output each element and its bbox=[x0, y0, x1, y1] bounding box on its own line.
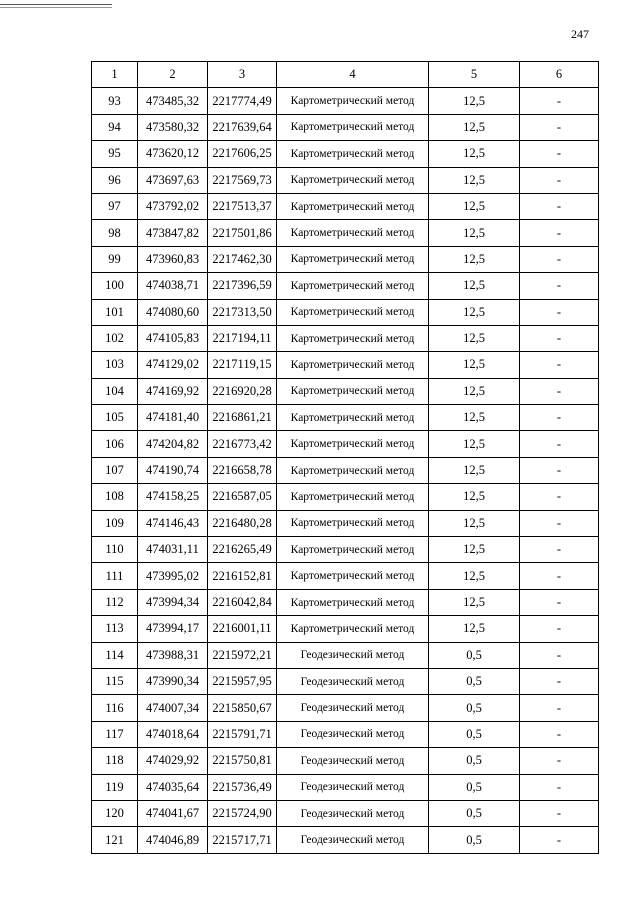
method-cell: Геодезический метод bbox=[277, 668, 429, 694]
table-row bbox=[92, 88, 599, 114]
note-cell: - bbox=[520, 193, 599, 219]
x-coordinate-cell: 474181,40 bbox=[138, 405, 208, 431]
table-row bbox=[92, 431, 599, 457]
accuracy-cell: 12,5 bbox=[429, 299, 520, 325]
x-coordinate-cell: 473960,83 bbox=[138, 246, 208, 272]
x-coordinate-cell: 474190,74 bbox=[138, 457, 208, 483]
x-coordinate-cell: 474007,34 bbox=[138, 695, 208, 721]
table-row bbox=[92, 748, 599, 774]
point-number-cell: 118 bbox=[92, 748, 138, 774]
method-cell: Картометрический метод bbox=[277, 193, 429, 219]
point-number-cell: 107 bbox=[92, 457, 138, 483]
y-coordinate-cell: 2215972,21 bbox=[208, 642, 277, 668]
point-number-cell: 105 bbox=[92, 405, 138, 431]
method-cell: Картометрический метод bbox=[277, 378, 429, 404]
table-row bbox=[92, 325, 599, 351]
point-number-cell: 99 bbox=[92, 246, 138, 272]
note-cell: - bbox=[520, 589, 599, 615]
y-coordinate-cell: 2217396,59 bbox=[208, 273, 277, 299]
table-row bbox=[92, 246, 599, 272]
column-header: 5 bbox=[429, 62, 520, 88]
top-rule bbox=[0, 4, 112, 5]
point-number-cell: 108 bbox=[92, 484, 138, 510]
point-number-cell: 119 bbox=[92, 774, 138, 800]
y-coordinate-cell: 2215850,67 bbox=[208, 695, 277, 721]
accuracy-cell: 12,5 bbox=[429, 352, 520, 378]
table-row bbox=[92, 114, 599, 140]
point-number-cell: 94 bbox=[92, 114, 138, 140]
method-cell: Геодезический метод bbox=[277, 774, 429, 800]
x-coordinate-cell: 473620,12 bbox=[138, 141, 208, 167]
note-cell: - bbox=[520, 325, 599, 351]
point-number-cell: 121 bbox=[92, 827, 138, 853]
accuracy-cell: 12,5 bbox=[429, 405, 520, 431]
accuracy-cell: 12,5 bbox=[429, 114, 520, 140]
table-row bbox=[92, 668, 599, 694]
x-coordinate-cell: 473485,32 bbox=[138, 88, 208, 114]
y-coordinate-cell: 2216773,42 bbox=[208, 431, 277, 457]
method-cell: Картометрический метод bbox=[277, 299, 429, 325]
y-coordinate-cell: 2215750,81 bbox=[208, 748, 277, 774]
x-coordinate-cell: 473994,34 bbox=[138, 589, 208, 615]
accuracy-cell: 0,5 bbox=[429, 800, 520, 826]
accuracy-cell: 0,5 bbox=[429, 642, 520, 668]
table-row bbox=[92, 695, 599, 721]
accuracy-cell: 12,5 bbox=[429, 484, 520, 510]
table-row bbox=[92, 589, 599, 615]
method-cell: Геодезический метод bbox=[277, 800, 429, 826]
method-cell: Картометрический метод bbox=[277, 405, 429, 431]
x-coordinate-cell: 474105,83 bbox=[138, 325, 208, 351]
y-coordinate-cell: 2217501,86 bbox=[208, 220, 277, 246]
x-coordinate-cell: 474029,92 bbox=[138, 748, 208, 774]
point-number-cell: 106 bbox=[92, 431, 138, 457]
table-row bbox=[92, 405, 599, 431]
note-cell: - bbox=[520, 273, 599, 299]
point-number-cell: 102 bbox=[92, 325, 138, 351]
table-row bbox=[92, 563, 599, 589]
table-row bbox=[92, 220, 599, 246]
note-cell: - bbox=[520, 220, 599, 246]
point-number-cell: 110 bbox=[92, 537, 138, 563]
note-cell: - bbox=[520, 352, 599, 378]
accuracy-cell: 12,5 bbox=[429, 220, 520, 246]
x-coordinate-cell: 474035,64 bbox=[138, 774, 208, 800]
x-coordinate-cell: 474018,64 bbox=[138, 721, 208, 747]
table-row bbox=[92, 193, 599, 219]
note-cell: - bbox=[520, 510, 599, 536]
y-coordinate-cell: 2216001,11 bbox=[208, 616, 277, 642]
note-cell: - bbox=[520, 616, 599, 642]
note-cell: - bbox=[520, 405, 599, 431]
note-cell: - bbox=[520, 695, 599, 721]
note-cell: - bbox=[520, 141, 599, 167]
point-number-cell: 115 bbox=[92, 668, 138, 694]
x-coordinate-cell: 474158,25 bbox=[138, 484, 208, 510]
accuracy-cell: 0,5 bbox=[429, 695, 520, 721]
y-coordinate-cell: 2217639,64 bbox=[208, 114, 277, 140]
point-number-cell: 93 bbox=[92, 88, 138, 114]
y-coordinate-cell: 2217119,15 bbox=[208, 352, 277, 378]
accuracy-cell: 12,5 bbox=[429, 167, 520, 193]
method-cell: Картометрический метод bbox=[277, 616, 429, 642]
note-cell: - bbox=[520, 537, 599, 563]
y-coordinate-cell: 2215791,71 bbox=[208, 721, 277, 747]
column-header: 3 bbox=[208, 62, 277, 88]
y-coordinate-cell: 2215957,95 bbox=[208, 668, 277, 694]
x-coordinate-cell: 474046,89 bbox=[138, 827, 208, 853]
point-number-cell: 114 bbox=[92, 642, 138, 668]
column-header: 6 bbox=[520, 62, 599, 88]
point-number-cell: 96 bbox=[92, 167, 138, 193]
x-coordinate-cell: 474169,92 bbox=[138, 378, 208, 404]
accuracy-cell: 12,5 bbox=[429, 563, 520, 589]
x-coordinate-cell: 474146,43 bbox=[138, 510, 208, 536]
y-coordinate-cell: 2216920,28 bbox=[208, 378, 277, 404]
accuracy-cell: 0,5 bbox=[429, 774, 520, 800]
accuracy-cell: 12,5 bbox=[429, 88, 520, 114]
table-row bbox=[92, 299, 599, 325]
point-number-cell: 116 bbox=[92, 695, 138, 721]
coordinates-table bbox=[91, 61, 599, 854]
accuracy-cell: 12,5 bbox=[429, 457, 520, 483]
y-coordinate-cell: 2215724,90 bbox=[208, 800, 277, 826]
accuracy-cell: 12,5 bbox=[429, 431, 520, 457]
method-cell: Картометрический метод bbox=[277, 273, 429, 299]
x-coordinate-cell: 474204,82 bbox=[138, 431, 208, 457]
x-coordinate-cell: 474031,11 bbox=[138, 537, 208, 563]
y-coordinate-cell: 2217313,50 bbox=[208, 299, 277, 325]
accuracy-cell: 12,5 bbox=[429, 273, 520, 299]
table-row bbox=[92, 827, 599, 853]
table-header-row bbox=[92, 62, 599, 88]
y-coordinate-cell: 2217513,37 bbox=[208, 193, 277, 219]
table-row bbox=[92, 484, 599, 510]
note-cell: - bbox=[520, 246, 599, 272]
note-cell: - bbox=[520, 88, 599, 114]
method-cell: Геодезический метод bbox=[277, 721, 429, 747]
table-row bbox=[92, 616, 599, 642]
method-cell: Картометрический метод bbox=[277, 510, 429, 536]
table-row bbox=[92, 378, 599, 404]
x-coordinate-cell: 473580,32 bbox=[138, 114, 208, 140]
x-coordinate-cell: 473792,02 bbox=[138, 193, 208, 219]
y-coordinate-cell: 2216480,28 bbox=[208, 510, 277, 536]
method-cell: Картометрический метод bbox=[277, 88, 429, 114]
method-cell: Картометрический метод bbox=[277, 167, 429, 193]
method-cell: Картометрический метод bbox=[277, 220, 429, 246]
note-cell: - bbox=[520, 457, 599, 483]
accuracy-cell: 12,5 bbox=[429, 589, 520, 615]
note-cell: - bbox=[520, 484, 599, 510]
top-rule-secondary bbox=[0, 7, 112, 8]
table-row bbox=[92, 642, 599, 668]
point-number-cell: 98 bbox=[92, 220, 138, 246]
table-row bbox=[92, 800, 599, 826]
y-coordinate-cell: 2215736,49 bbox=[208, 774, 277, 800]
table-row bbox=[92, 457, 599, 483]
y-coordinate-cell: 2216152,81 bbox=[208, 563, 277, 589]
x-coordinate-cell: 473988,31 bbox=[138, 642, 208, 668]
table-row bbox=[92, 721, 599, 747]
table-row bbox=[92, 774, 599, 800]
accuracy-cell: 12,5 bbox=[429, 325, 520, 351]
x-coordinate-cell: 473994,17 bbox=[138, 616, 208, 642]
accuracy-cell: 12,5 bbox=[429, 510, 520, 536]
point-number-cell: 101 bbox=[92, 299, 138, 325]
point-number-cell: 109 bbox=[92, 510, 138, 536]
note-cell: - bbox=[520, 167, 599, 193]
method-cell: Картометрический метод bbox=[277, 114, 429, 140]
table-row bbox=[92, 273, 599, 299]
note-cell: - bbox=[520, 800, 599, 826]
accuracy-cell: 0,5 bbox=[429, 721, 520, 747]
y-coordinate-cell: 2216658,78 bbox=[208, 457, 277, 483]
y-coordinate-cell: 2216587,05 bbox=[208, 484, 277, 510]
method-cell: Геодезический метод bbox=[277, 827, 429, 853]
note-cell: - bbox=[520, 668, 599, 694]
point-number-cell: 95 bbox=[92, 141, 138, 167]
note-cell: - bbox=[520, 827, 599, 853]
point-number-cell: 103 bbox=[92, 352, 138, 378]
page-number: 247 bbox=[571, 27, 589, 41]
method-cell: Картометрический метод bbox=[277, 457, 429, 483]
table-row bbox=[92, 510, 599, 536]
y-coordinate-cell: 2217194,11 bbox=[208, 325, 277, 351]
table-row bbox=[92, 352, 599, 378]
x-coordinate-cell: 473847,82 bbox=[138, 220, 208, 246]
column-header: 2 bbox=[138, 62, 208, 88]
column-header: 4 bbox=[277, 62, 429, 88]
accuracy-cell: 12,5 bbox=[429, 141, 520, 167]
note-cell: - bbox=[520, 299, 599, 325]
column-header: 1 bbox=[92, 62, 138, 88]
x-coordinate-cell: 473990,34 bbox=[138, 668, 208, 694]
method-cell: Картометрический метод bbox=[277, 589, 429, 615]
x-coordinate-cell: 474041,67 bbox=[138, 800, 208, 826]
accuracy-cell: 0,5 bbox=[429, 827, 520, 853]
y-coordinate-cell: 2217569,73 bbox=[208, 167, 277, 193]
point-number-cell: 104 bbox=[92, 378, 138, 404]
y-coordinate-cell: 2217774,49 bbox=[208, 88, 277, 114]
accuracy-cell: 12,5 bbox=[429, 193, 520, 219]
method-cell: Картометрический метод bbox=[277, 431, 429, 457]
method-cell: Геодезический метод bbox=[277, 642, 429, 668]
note-cell: - bbox=[520, 114, 599, 140]
accuracy-cell: 0,5 bbox=[429, 668, 520, 694]
point-number-cell: 97 bbox=[92, 193, 138, 219]
accuracy-cell: 12,5 bbox=[429, 537, 520, 563]
accuracy-cell: 12,5 bbox=[429, 378, 520, 404]
method-cell: Картометрический метод bbox=[277, 563, 429, 589]
note-cell: - bbox=[520, 721, 599, 747]
y-coordinate-cell: 2216861,21 bbox=[208, 405, 277, 431]
point-number-cell: 100 bbox=[92, 273, 138, 299]
method-cell: Картометрический метод bbox=[277, 246, 429, 272]
x-coordinate-cell: 473995,02 bbox=[138, 563, 208, 589]
method-cell: Картометрический метод bbox=[277, 325, 429, 351]
table-row bbox=[92, 141, 599, 167]
x-coordinate-cell: 474080,60 bbox=[138, 299, 208, 325]
note-cell: - bbox=[520, 642, 599, 668]
note-cell: - bbox=[520, 378, 599, 404]
method-cell: Картометрический метод bbox=[277, 352, 429, 378]
point-number-cell: 120 bbox=[92, 800, 138, 826]
x-coordinate-cell: 473697,63 bbox=[138, 167, 208, 193]
method-cell: Картометрический метод bbox=[277, 537, 429, 563]
point-number-cell: 112 bbox=[92, 589, 138, 615]
y-coordinate-cell: 2217462,30 bbox=[208, 246, 277, 272]
note-cell: - bbox=[520, 431, 599, 457]
x-coordinate-cell: 474129,02 bbox=[138, 352, 208, 378]
x-coordinate-cell: 474038,71 bbox=[138, 273, 208, 299]
table-row bbox=[92, 167, 599, 193]
method-cell: Геодезический метод bbox=[277, 695, 429, 721]
table-body bbox=[92, 88, 599, 853]
point-number-cell: 111 bbox=[92, 563, 138, 589]
note-cell: - bbox=[520, 748, 599, 774]
y-coordinate-cell: 2216265,49 bbox=[208, 537, 277, 563]
y-coordinate-cell: 2217606,25 bbox=[208, 141, 277, 167]
method-cell: Картометрический метод bbox=[277, 484, 429, 510]
method-cell: Картометрический метод bbox=[277, 141, 429, 167]
y-coordinate-cell: 2215717,71 bbox=[208, 827, 277, 853]
accuracy-cell: 12,5 bbox=[429, 616, 520, 642]
accuracy-cell: 12,5 bbox=[429, 246, 520, 272]
accuracy-cell: 0,5 bbox=[429, 748, 520, 774]
point-number-cell: 113 bbox=[92, 616, 138, 642]
y-coordinate-cell: 2216042,84 bbox=[208, 589, 277, 615]
table-row bbox=[92, 537, 599, 563]
method-cell: Геодезический метод bbox=[277, 748, 429, 774]
note-cell: - bbox=[520, 563, 599, 589]
note-cell: - bbox=[520, 774, 599, 800]
point-number-cell: 117 bbox=[92, 721, 138, 747]
